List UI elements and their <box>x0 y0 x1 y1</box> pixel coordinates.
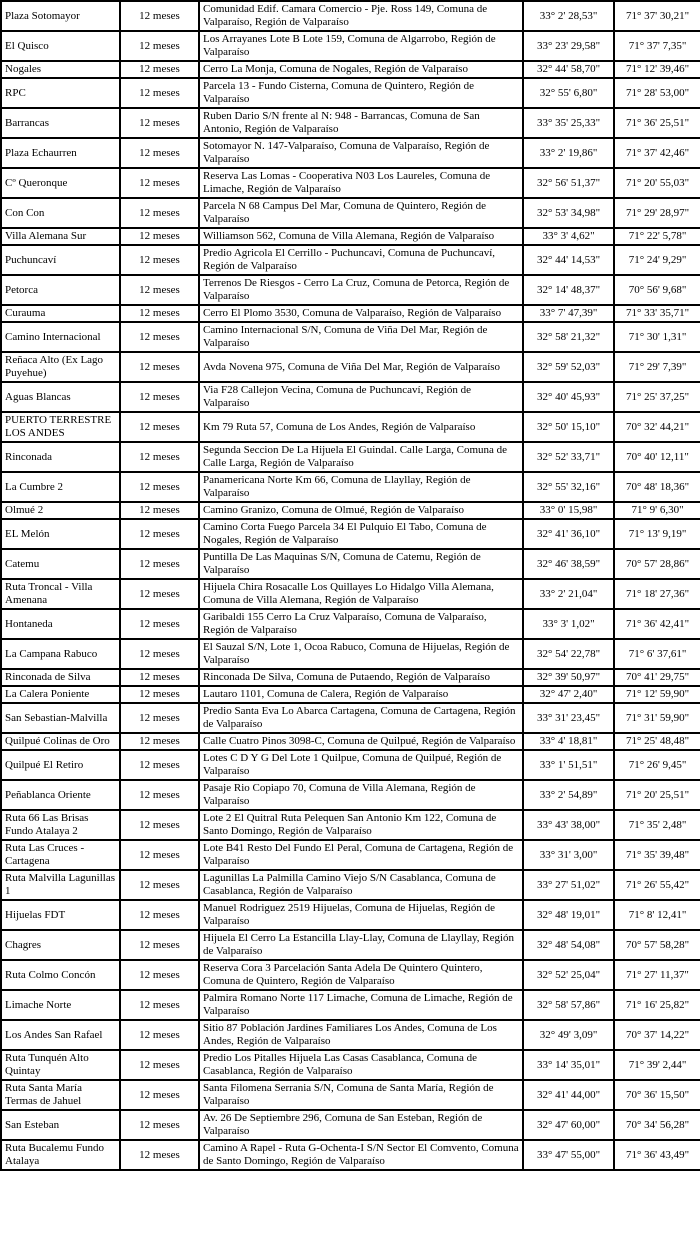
latitude-cell: 32° 39' 50,97" <box>523 669 614 686</box>
latitude-cell: 32° 40' 45,93" <box>523 382 614 412</box>
latitude-cell: 32° 41' 44,00" <box>523 1080 614 1110</box>
latitude-cell: 33° 3' 1,02" <box>523 609 614 639</box>
longitude-cell: 71° 37' 7,35" <box>614 31 700 61</box>
longitude-cell: 70° 40' 12,11" <box>614 442 700 472</box>
site-name-cell: La Cumbre 2 <box>1 472 120 502</box>
address-cell: Parcela N 68 Campus Del Mar, Comuna de Quintero, Región de Valparaíso <box>199 198 523 228</box>
duration-cell: 12 meses <box>120 750 199 780</box>
longitude-cell: 71° 24' 9,29" <box>614 245 700 275</box>
table-row <box>1 442 700 472</box>
latitude-cell: 33° 31' 23,45" <box>523 703 614 733</box>
table-row <box>1 412 700 442</box>
longitude-cell: 71° 20' 55,03" <box>614 168 700 198</box>
duration-cell: 12 meses <box>120 472 199 502</box>
table-row <box>1 322 700 352</box>
site-name-cell: El Quisco <box>1 31 120 61</box>
address-cell: Parcela 13 - Fundo Cisterna, Comuna de Quintero, Región de Valparaíso <box>199 78 523 108</box>
table-row <box>1 275 700 305</box>
longitude-cell: 71° 28' 53,00" <box>614 78 700 108</box>
address-cell: Cerro La Monja, Comuna de Nogales, Región de Valparaíso <box>199 61 523 78</box>
site-name-cell: Aguas Blancas <box>1 382 120 412</box>
duration-cell: 12 meses <box>120 1080 199 1110</box>
site-name-cell: Quilpué Colinas de Oro <box>1 733 120 750</box>
address-cell: Rinconada De Silva, Comuna de Putaendo, Región de Valparaíso <box>199 669 523 686</box>
longitude-cell: 71° 16' 25,82" <box>614 990 700 1020</box>
latitude-cell: 32° 49' 3,09" <box>523 1020 614 1050</box>
longitude-cell: 71° 18' 27,36" <box>614 579 700 609</box>
address-cell: Palmira Romano Norte 117 Limache, Comuna de Limache, Región de Valparaíso <box>199 990 523 1020</box>
longitude-cell: 70° 36' 15,50" <box>614 1080 700 1110</box>
duration-cell: 12 meses <box>120 138 199 168</box>
latitude-cell: 32° 47' 2,40" <box>523 686 614 703</box>
site-name-cell: EL Melón <box>1 519 120 549</box>
site-name-cell: Ruta Las Cruces - Cartagena <box>1 840 120 870</box>
address-cell: Terrenos De Riesgos - Cerro La Cruz, Comuna de Petorca, Región de Valparaíso <box>199 275 523 305</box>
site-name-cell: Barrancas <box>1 108 120 138</box>
table-row <box>1 108 700 138</box>
address-cell: El Sauzal S/N, Lote 1, Ocoa Rabuco, Comuna de Hijuelas, Región de Valparaíso <box>199 639 523 669</box>
address-cell: Sotomayor N. 147-Valparaíso, Comuna de Valparaíso, Región de Valparaíso <box>199 138 523 168</box>
table-row <box>1 960 700 990</box>
address-cell: Cerro El Plomo 3530, Comuna de Valparaíso, Región de Valparaíso <box>199 305 523 322</box>
latitude-cell: 32° 53' 34,98" <box>523 198 614 228</box>
longitude-cell: 71° 25' 48,48" <box>614 733 700 750</box>
latitude-cell: 32° 58' 57,86" <box>523 990 614 1020</box>
table-row <box>1 750 700 780</box>
duration-cell: 12 meses <box>120 382 199 412</box>
latitude-cell: 33° 0' 15,98" <box>523 502 614 519</box>
latitude-cell: 33° 27' 51,02" <box>523 870 614 900</box>
site-name-cell: Camino Internacional <box>1 322 120 352</box>
duration-cell: 12 meses <box>120 352 199 382</box>
longitude-cell: 70° 32' 44,21" <box>614 412 700 442</box>
site-name-cell: Plaza Echaurren <box>1 138 120 168</box>
site-name-cell: Rinconada <box>1 442 120 472</box>
latitude-cell: 32° 47' 60,00" <box>523 1110 614 1140</box>
table-row <box>1 245 700 275</box>
address-cell: Avda Novena 975, Comuna de Viña Del Mar, Región de Valparaíso <box>199 352 523 382</box>
site-name-cell: Hijuelas FDT <box>1 900 120 930</box>
site-name-cell: Catemu <box>1 549 120 579</box>
duration-cell: 12 meses <box>120 930 199 960</box>
longitude-cell: 71° 33' 35,71" <box>614 305 700 322</box>
site-name-cell: Los Andes San Rafael <box>1 1020 120 1050</box>
site-name-cell: Con Con <box>1 198 120 228</box>
address-cell: Comunidad Edif. Camara Comercio - Pje. Ross 149, Comuna de Valparaíso, Región de Valparaíso <box>199 1 523 31</box>
duration-cell: 12 meses <box>120 609 199 639</box>
address-cell: Calle Cuatro Pinos 3098-C, Comuna de Quilpué, Región de Valparaíso <box>199 733 523 750</box>
duration-cell: 12 meses <box>120 245 199 275</box>
latitude-cell: 32° 55' 6,80" <box>523 78 614 108</box>
address-cell: Lote B41 Resto Del Fundo El Peral, Comuna de Cartagena, Región de Valparaíso <box>199 840 523 870</box>
latitude-cell: 32° 44' 14,53" <box>523 245 614 275</box>
address-cell: Camino Corta Fuego Parcela 34 El Pulquio El Tabo, Comuna de Nogales, Región de Valparaíso <box>199 519 523 549</box>
latitude-cell: 33° 2' 19,86" <box>523 138 614 168</box>
latitude-cell: 33° 2' 28,53" <box>523 1 614 31</box>
table-row <box>1 549 700 579</box>
longitude-cell: 71° 27' 11,37" <box>614 960 700 990</box>
longitude-cell: 71° 26' 9,45" <box>614 750 700 780</box>
duration-cell: 12 meses <box>120 780 199 810</box>
site-name-cell: Reñaca Alto (Ex Lago Puyehue) <box>1 352 120 382</box>
table-row <box>1 930 700 960</box>
latitude-cell: 33° 4' 18,81" <box>523 733 614 750</box>
duration-cell: 12 meses <box>120 168 199 198</box>
longitude-cell: 70° 57' 58,28" <box>614 930 700 960</box>
table-row <box>1 810 700 840</box>
site-name-cell: PUERTO TERRESTRE LOS ANDES <box>1 412 120 442</box>
longitude-cell: 71° 35' 2,48" <box>614 810 700 840</box>
latitude-cell: 33° 2' 54,89" <box>523 780 614 810</box>
duration-cell: 12 meses <box>120 61 199 78</box>
duration-cell: 12 meses <box>120 1050 199 1080</box>
address-cell: Ruben Dario S/N frente al N: 948 - Barrancas, Comuna de San Antonio, Región de Valparaíso <box>199 108 523 138</box>
longitude-cell: 71° 36' 43,49" <box>614 1140 700 1170</box>
site-name-cell: Ruta Bucalemu Fundo Atalaya <box>1 1140 120 1170</box>
site-name-cell: Plaza Sotomayor <box>1 1 120 31</box>
duration-cell: 12 meses <box>120 322 199 352</box>
address-cell: Pasaje Rio Copiapo 70, Comuna de Villa Alemana, Región de Valparaíso <box>199 780 523 810</box>
latitude-cell: 32° 52' 33,71" <box>523 442 614 472</box>
address-cell: Predio Los Pitalles Hijuela Las Casas Casablanca, Comuna de Casablanca, Región de Valparaíso <box>199 1050 523 1080</box>
latitude-cell: 32° 48' 19,01" <box>523 900 614 930</box>
address-cell: Km 79 Ruta 57, Comuna de Los Andes, Región de Valparaíso <box>199 412 523 442</box>
duration-cell: 12 meses <box>120 502 199 519</box>
address-cell: Camino Internacional S/N, Comuna de Viña Del Mar, Región de Valparaíso <box>199 322 523 352</box>
duration-cell: 12 meses <box>120 198 199 228</box>
site-name-cell: Villa Alemana Sur <box>1 228 120 245</box>
longitude-cell: 71° 36' 25,51" <box>614 108 700 138</box>
duration-cell: 12 meses <box>120 669 199 686</box>
address-cell: Panamericana Norte Km 66, Comuna de Llayllay, Región de Valparaíso <box>199 472 523 502</box>
site-name-cell: Curauma <box>1 305 120 322</box>
table-row <box>1 579 700 609</box>
longitude-cell: 71° 6' 37,61" <box>614 639 700 669</box>
table-row <box>1 138 700 168</box>
latitude-cell: 32° 46' 38,59" <box>523 549 614 579</box>
duration-cell: 12 meses <box>120 900 199 930</box>
site-name-cell: Nogales <box>1 61 120 78</box>
longitude-cell: 71° 29' 7,39" <box>614 352 700 382</box>
table-row <box>1 228 700 245</box>
longitude-cell: 71° 9' 6,30" <box>614 502 700 519</box>
longitude-cell: 71° 37' 42,46" <box>614 138 700 168</box>
table-row <box>1 1080 700 1110</box>
longitude-cell: 70° 56' 9,68" <box>614 275 700 305</box>
longitude-cell: 71° 13' 9,19" <box>614 519 700 549</box>
longitude-cell: 71° 37' 30,21" <box>614 1 700 31</box>
duration-cell: 12 meses <box>120 840 199 870</box>
address-cell: Lotes C D Y G Del Lote 1 Quilpue, Comuna de Quilpué, Región de Valparaíso <box>199 750 523 780</box>
duration-cell: 12 meses <box>120 305 199 322</box>
latitude-cell: 32° 14' 48,37" <box>523 275 614 305</box>
table-row <box>1 780 700 810</box>
site-name-cell: Hontaneda <box>1 609 120 639</box>
address-cell: Puntilla De Las Maquinas S/N, Comuna de Catemu, Región de Valparaíso <box>199 549 523 579</box>
table-row <box>1 669 700 686</box>
longitude-cell: 71° 12' 39,46" <box>614 61 700 78</box>
latitude-cell: 32° 55' 32,16" <box>523 472 614 502</box>
longitude-cell: 71° 20' 25,51" <box>614 780 700 810</box>
duration-cell: 12 meses <box>120 442 199 472</box>
table-row <box>1 990 700 1020</box>
site-name-cell: Cº Queronque <box>1 168 120 198</box>
table-row <box>1 1020 700 1050</box>
latitude-cell: 33° 1' 51,51" <box>523 750 614 780</box>
longitude-cell: 71° 30' 1,31" <box>614 322 700 352</box>
latitude-cell: 32° 48' 54,08" <box>523 930 614 960</box>
address-cell: Predio Santa Eva Lo Abarca Cartagena, Comuna de Cartagena, Región de Valparaíso <box>199 703 523 733</box>
longitude-cell: 71° 31' 59,90" <box>614 703 700 733</box>
longitude-cell: 71° 35' 39,48" <box>614 840 700 870</box>
table-row <box>1 686 700 703</box>
table-row <box>1 733 700 750</box>
duration-cell: 12 meses <box>120 519 199 549</box>
address-cell: Segunda Seccion De La Hijuela El Guindal. Calle Larga, Comuna de Calle Larga, Región de Valparaíso <box>199 442 523 472</box>
address-cell: Lote 2 El Quitral Ruta Pelequen San Antonio Km 122, Comuna de Santo Domingo, Región de Valparaíso <box>199 810 523 840</box>
address-cell: Reserva Cora 3 Parcelación Santa Adela De Quintero Quintero, Comuna de Quintero, Región de Valparaíso <box>199 960 523 990</box>
duration-cell: 12 meses <box>120 1020 199 1050</box>
duration-cell: 12 meses <box>120 733 199 750</box>
table-row <box>1 900 700 930</box>
table-row <box>1 61 700 78</box>
address-cell: Camino A Rapel - Ruta G-Ochenta-I S/N Sector El Comvento, Comuna de Santo Domingo, Región de Valparaíso <box>199 1140 523 1170</box>
site-name-cell: Chagres <box>1 930 120 960</box>
longitude-cell: 70° 37' 14,22" <box>614 1020 700 1050</box>
longitude-cell: 71° 36' 42,41" <box>614 609 700 639</box>
table-row <box>1 703 700 733</box>
table-row <box>1 305 700 322</box>
site-name-cell: Ruta Troncal - Villa Amenana <box>1 579 120 609</box>
latitude-cell: 33° 31' 3,00" <box>523 840 614 870</box>
duration-cell: 12 meses <box>120 960 199 990</box>
longitude-cell: 70° 41' 29,75" <box>614 669 700 686</box>
site-name-cell: Ruta 66 Las Brisas Fundo Atalaya 2 <box>1 810 120 840</box>
longitude-cell: 70° 48' 18,36" <box>614 472 700 502</box>
longitude-cell: 71° 22' 5,78" <box>614 228 700 245</box>
table-row <box>1 1110 700 1140</box>
latitude-cell: 32° 59' 52,03" <box>523 352 614 382</box>
table-row <box>1 519 700 549</box>
site-name-cell: La Campana Rabuco <box>1 639 120 669</box>
longitude-cell: 71° 39' 2,44" <box>614 1050 700 1080</box>
table-row <box>1 1140 700 1170</box>
latitude-cell: 32° 41' 36,10" <box>523 519 614 549</box>
table-row <box>1 352 700 382</box>
address-cell: Camino Granizo, Comuna de Olmué, Región de Valparaíso <box>199 502 523 519</box>
address-cell: Lautaro 1101, Comuna de Calera, Región de Valparaíso <box>199 686 523 703</box>
longitude-cell: 71° 12' 59,90" <box>614 686 700 703</box>
latitude-cell: 32° 52' 25,04" <box>523 960 614 990</box>
longitude-cell: 71° 29' 28,97" <box>614 198 700 228</box>
latitude-cell: 32° 56' 51,37" <box>523 168 614 198</box>
address-cell: Via F28 Callejon Vecina, Comuna de Puchuncaví, Región de Valparaíso <box>199 382 523 412</box>
table-row <box>1 870 700 900</box>
address-cell: Manuel Rodriguez 2519 Hijuelas, Comuna de Hijuelas, Región de Valparaíso <box>199 900 523 930</box>
duration-cell: 12 meses <box>120 1140 199 1170</box>
duration-cell: 12 meses <box>120 1110 199 1140</box>
latitude-cell: 33° 14' 35,01" <box>523 1050 614 1080</box>
address-cell: Williamson 562, Comuna de Villa Alemana, Región de Valparaíso <box>199 228 523 245</box>
duration-cell: 12 meses <box>120 549 199 579</box>
address-cell: Sitio 87 Población Jardines Familiares Los Andes, Comuna de Los Andes, Región de Valparaíso <box>199 1020 523 1050</box>
site-name-cell: Peñablanca Oriente <box>1 780 120 810</box>
duration-cell: 12 meses <box>120 275 199 305</box>
table-row <box>1 472 700 502</box>
table-row <box>1 168 700 198</box>
table-row <box>1 1 700 31</box>
duration-cell: 12 meses <box>120 579 199 609</box>
address-cell: Hijuela Chira Rosacalle Los Quillayes Lo Hidalgo Villa Alemana, Comuna de Villa Alemana, Región de Valparaíso <box>199 579 523 609</box>
latitude-cell: 33° 7' 47,39" <box>523 305 614 322</box>
latitude-cell: 32° 58' 21,32" <box>523 322 614 352</box>
address-cell: Los Arrayanes Lote B Lote 159, Comuna de Algarrobo, Región de Valparaíso <box>199 31 523 61</box>
latitude-cell: 33° 3' 4,62" <box>523 228 614 245</box>
latitude-cell: 33° 2' 21,04" <box>523 579 614 609</box>
table-row <box>1 31 700 61</box>
address-cell: Santa Filomena Serrania S/N, Comuna de Santa María, Región de Valparaíso <box>199 1080 523 1110</box>
duration-cell: 12 meses <box>120 78 199 108</box>
address-cell: Av. 26 De Septiembre 296, Comuna de San Esteban, Región de Valparaíso <box>199 1110 523 1140</box>
site-name-cell: Ruta Colmo Concón <box>1 960 120 990</box>
address-cell: Hijuela El Cerro La Estancilla Llay-Llay, Comuna de Llayllay, Región de Valparaíso <box>199 930 523 960</box>
latitude-cell: 33° 35' 25,33" <box>523 108 614 138</box>
duration-cell: 12 meses <box>120 703 199 733</box>
site-name-cell: Quilpué El Retiro <box>1 750 120 780</box>
longitude-cell: 70° 57' 28,86" <box>614 549 700 579</box>
longitude-cell: 71° 8' 12,41" <box>614 900 700 930</box>
site-name-cell: Puchuncaví <box>1 245 120 275</box>
site-name-cell: Ruta Malvilla Lagunillas 1 <box>1 870 120 900</box>
latitude-cell: 32° 54' 22,78" <box>523 639 614 669</box>
site-name-cell: San Sebastian-Malvilla <box>1 703 120 733</box>
site-name-cell: Limache Norte <box>1 990 120 1020</box>
address-cell: Lagunillas La Palmilla Camino Viejo S/N Casablanca, Comuna de Casablanca, Región de Valparaíso <box>199 870 523 900</box>
table-row <box>1 198 700 228</box>
site-name-cell: RPC <box>1 78 120 108</box>
latitude-cell: 33° 47' 55,00" <box>523 1140 614 1170</box>
duration-cell: 12 meses <box>120 870 199 900</box>
latitude-cell: 33° 23' 29,58" <box>523 31 614 61</box>
table-row <box>1 609 700 639</box>
site-name-cell: San Esteban <box>1 1110 120 1140</box>
longitude-cell: 71° 26' 55,42" <box>614 870 700 900</box>
duration-cell: 12 meses <box>120 1 199 31</box>
longitude-cell: 70° 34' 56,28" <box>614 1110 700 1140</box>
latitude-cell: 33° 43' 38,00" <box>523 810 614 840</box>
latitude-cell: 32° 50' 15,10" <box>523 412 614 442</box>
table-row <box>1 639 700 669</box>
address-cell: Reserva Las Lomas - Cooperativa N03 Los Laureles, Comuna de Limache, Región de Valparaíso <box>199 168 523 198</box>
table-row <box>1 382 700 412</box>
site-name-cell: Ruta Tunquén Alto Quintay <box>1 1050 120 1080</box>
site-name-cell: Ruta Santa María Termas de Jahuel <box>1 1080 120 1110</box>
duration-cell: 12 meses <box>120 990 199 1020</box>
sites-table-body <box>1 1 700 1170</box>
duration-cell: 12 meses <box>120 228 199 245</box>
duration-cell: 12 meses <box>120 108 199 138</box>
table-row <box>1 502 700 519</box>
longitude-cell: 71° 25' 37,25" <box>614 382 700 412</box>
site-name-cell: Rinconada de Silva <box>1 669 120 686</box>
site-name-cell: Olmué 2 <box>1 502 120 519</box>
duration-cell: 12 meses <box>120 810 199 840</box>
duration-cell: 12 meses <box>120 686 199 703</box>
table-row <box>1 1050 700 1080</box>
table-row <box>1 840 700 870</box>
site-name-cell: La Calera Poniente <box>1 686 120 703</box>
duration-cell: 12 meses <box>120 639 199 669</box>
duration-cell: 12 meses <box>120 31 199 61</box>
latitude-cell: 32° 44' 58,70" <box>523 61 614 78</box>
site-name-cell: Petorca <box>1 275 120 305</box>
table-row <box>1 78 700 108</box>
address-cell: Garibaldi 155 Cerro La Cruz Valparaíso, Comuna de Valparaíso, Región de Valparaíso <box>199 609 523 639</box>
address-cell: Predio Agricola El Cerrillo - Puchuncavi, Comuna de Puchuncaví, Región de Valparaíso <box>199 245 523 275</box>
duration-cell: 12 meses <box>120 412 199 442</box>
